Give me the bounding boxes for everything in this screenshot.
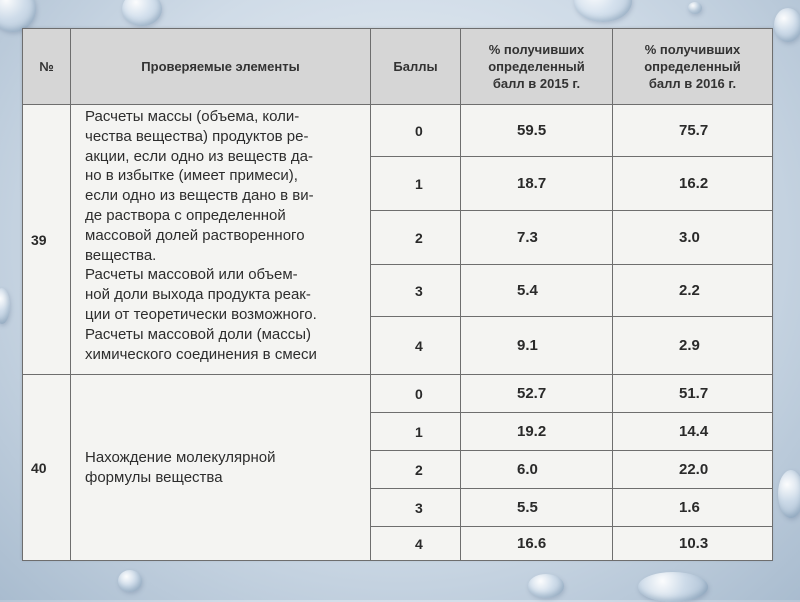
water-drop — [638, 572, 708, 602]
header-row — [23, 29, 773, 105]
pct-2016-cell: 16.2 — [613, 157, 773, 211]
pct-2015-cell: 52.7 — [461, 375, 613, 413]
header-score: Баллы — [371, 29, 461, 105]
pct-2016-cell: 14.4 — [613, 413, 773, 451]
task-number: 40 — [23, 375, 71, 561]
table-row — [23, 375, 773, 413]
score-cell: 3 — [371, 265, 461, 317]
results-table — [22, 28, 773, 561]
water-drop — [118, 570, 142, 592]
header-pct-2015: % получивших определенный балл в 2015 г. — [461, 29, 613, 105]
pct-2016-cell: 51.7 — [613, 375, 773, 413]
pct-2015-cell: 9.1 — [461, 317, 613, 375]
pct-2015-cell: 5.5 — [461, 489, 613, 527]
water-drop — [574, 0, 632, 22]
water-drop — [774, 8, 800, 42]
water-drop — [0, 288, 10, 324]
pct-2015-cell: 16.6 — [461, 527, 613, 561]
pct-2015-cell: 6.0 — [461, 451, 613, 489]
header-elements: Проверяемые элементы — [71, 29, 371, 105]
pct-2015-cell: 19.2 — [461, 413, 613, 451]
score-cell: 4 — [371, 527, 461, 561]
score-cell: 0 — [371, 375, 461, 413]
header-number: № — [23, 29, 71, 105]
water-drop — [122, 0, 162, 26]
pct-2016-cell: 22.0 — [613, 451, 773, 489]
pct-2015-cell: 7.3 — [461, 211, 613, 265]
pct-2016-cell: 3.0 — [613, 211, 773, 265]
score-cell: 1 — [371, 157, 461, 211]
task-number: 39 — [23, 105, 71, 375]
score-cell: 0 — [371, 105, 461, 157]
score-cell: 1 — [371, 413, 461, 451]
task-description: Нахождение молекулярной формулы вещества — [71, 375, 371, 561]
table-row — [23, 105, 773, 157]
scanned-table-sheet — [22, 28, 772, 560]
pct-2016-cell: 2.9 — [613, 317, 773, 375]
pct-2015-cell: 18.7 — [461, 157, 613, 211]
score-cell: 2 — [371, 451, 461, 489]
water-drop — [528, 574, 564, 598]
score-cell: 2 — [371, 211, 461, 265]
pct-2016-cell: 2.2 — [613, 265, 773, 317]
task-description: Расчеты массы (объема, коли- чества вещества) продуктов ре- акции, если одно из веществ да- но в избытке (имеет примеси), если одно из веществ дано в ви- де раствора с определенной массовой долей растворенного вещества. Расчеты массовой или объем- ной доли выхода продукта реак- ции от теоретически возможного. Расчеты массовой доли (массы) химического соединения в смеси — [71, 105, 371, 375]
pct-2016-cell: 1.6 — [613, 489, 773, 527]
pct-2016-cell: 75.7 — [613, 105, 773, 157]
water-drop — [778, 470, 800, 518]
pct-2015-cell: 5.4 — [461, 265, 613, 317]
score-cell: 3 — [371, 489, 461, 527]
score-cell: 4 — [371, 317, 461, 375]
pct-2016-cell: 10.3 — [613, 527, 773, 561]
header-pct-2016: % получивших определенный балл в 2016 г. — [613, 29, 773, 105]
water-drop — [688, 2, 702, 14]
pct-2015-cell: 59.5 — [461, 105, 613, 157]
